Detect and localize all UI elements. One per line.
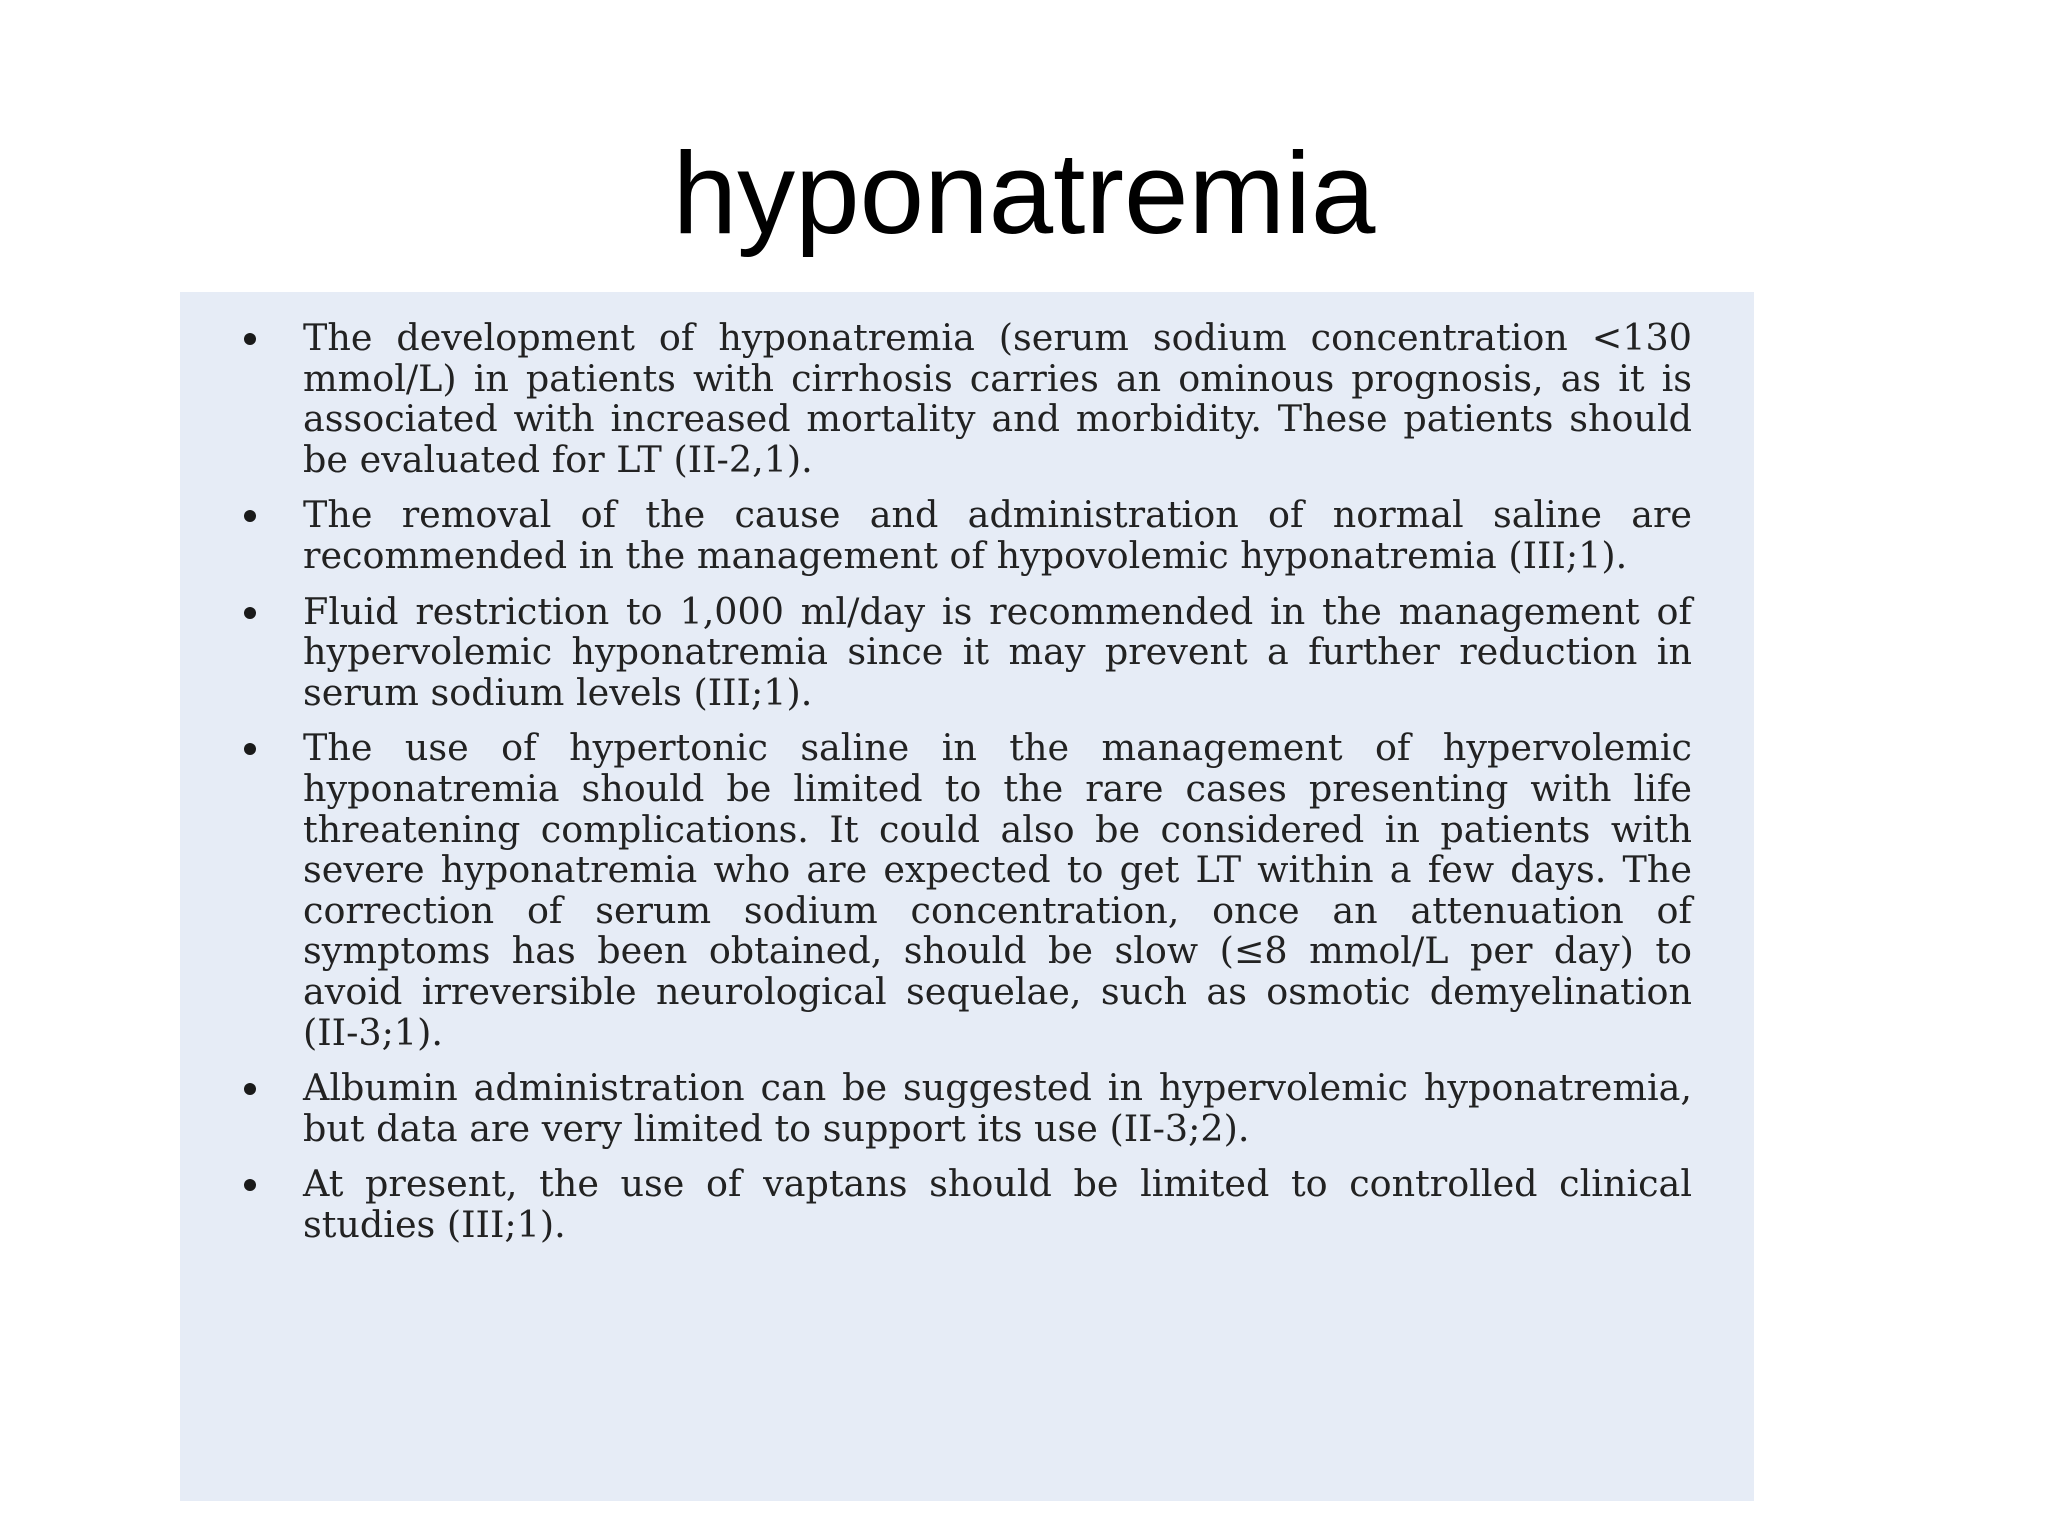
recommendation-text: Fluid restriction to 1,000 ml/day is recommended in the management of hypervolemic hyponatremia since it may prevent a further reduction in serum sodium levels (III;1). <box>303 589 1692 714</box>
slide-title: hyponatremia <box>672 128 1376 258</box>
recommendation-item <box>240 495 1692 576</box>
recommendation-item <box>240 589 1692 714</box>
recommendation-item <box>240 1164 1692 1245</box>
recommendation-list <box>240 318 1692 1245</box>
recommendation-text: The removal of the cause and administration of normal saline are recommended in the management of hypovolemic hyponatremia (III;1). <box>303 493 1692 577</box>
bullet-icon <box>244 743 256 755</box>
recommendation-item <box>240 1068 1692 1149</box>
recommendation-text: Albumin administration can be suggested in hypervolemic hyponatremia, but data are very limited to support its use (II-3;2). <box>303 1066 1692 1150</box>
recommendation-item <box>240 728 1692 1053</box>
bullet-icon <box>244 1179 256 1191</box>
recommendation-text: The development of hyponatremia (serum sodium concentration <130 mmol/L) in patients with cirrhosis carries an ominous prognosis, as it is associated with increased mortality and morbidity. These patients should be evaluated for LT (II-2,1). <box>303 316 1692 481</box>
recommendations-box <box>180 292 1754 1501</box>
bullet-icon <box>244 510 256 522</box>
recommendation-item <box>240 318 1692 480</box>
bullet-icon <box>244 607 256 619</box>
bullet-icon <box>244 333 256 345</box>
bullet-icon <box>244 1083 256 1095</box>
recommendation-text: At present, the use of vaptans should be limited to controlled clinical studies (III;1). <box>303 1162 1692 1246</box>
recommendation-text: The use of hypertonic saline in the management of hypervolemic hyponatremia should be limited to the rare cases presenting with life threatening complications. It could also be considered in patients with severe hyponatremia who are expected to get LT within a few days. The correction of serum sodium concentration, once an attenuation of symptoms has been obtained, should be slow (≤8 mmol/L per day) to avoid irreversible neurological sequelae, such as osmotic demyelination (II-3;1). <box>303 726 1692 1054</box>
